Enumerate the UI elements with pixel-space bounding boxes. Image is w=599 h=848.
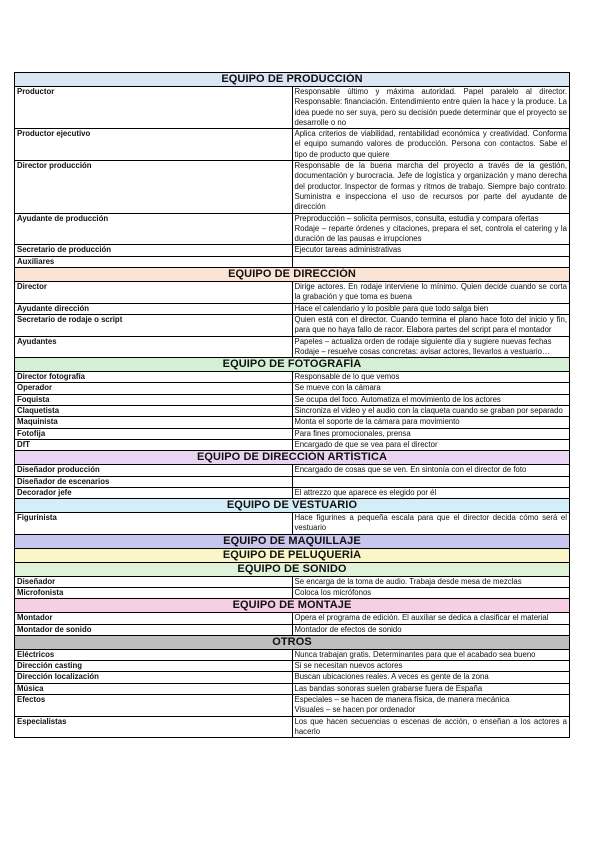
description-cell bbox=[292, 372, 570, 383]
section-header-row bbox=[15, 635, 570, 649]
role-cell: Director producción bbox=[15, 161, 293, 213]
description-line: Responsable de la buena marcha del proyecto a través de la gestión, documentación y burocracia. Jefe de logística y organización y mano derecha del productor. Inspector de formas y ritmos de trabajo. Siempre bajo contrato. Suministra e inspecciona el uso de recursos por parte del ayudante de dirección bbox=[294, 161, 567, 212]
section-title: EQUIPO DE FOTOGRAFÍA bbox=[15, 358, 570, 372]
description-line: Rodaje – reparte órdenes y citaciones, prepara el set, controla el catering y la duración de las pausas e irrupciones bbox=[294, 223, 567, 244]
section-header-row bbox=[15, 534, 570, 548]
table-row bbox=[15, 661, 570, 672]
description-cell bbox=[292, 576, 570, 587]
description-cell bbox=[292, 613, 570, 624]
description-line: Hace figurines a pequeña escala para que el director decida cómo será el vestuario bbox=[294, 513, 567, 533]
description-cell bbox=[292, 672, 570, 683]
description-line: Se mueve con la cámara bbox=[294, 383, 381, 393]
description-line bbox=[295, 257, 568, 267]
section-header-row bbox=[15, 268, 570, 282]
description-cell bbox=[292, 428, 570, 439]
table-row bbox=[15, 576, 570, 587]
section-title: EQUIPO DE MAQUILLAJE bbox=[15, 534, 570, 548]
table-row bbox=[15, 613, 570, 624]
role-cell: DfT bbox=[15, 439, 293, 450]
role-cell: Efectos bbox=[15, 695, 293, 717]
description-line: Monta el soporte de la cámara para movimiento bbox=[294, 417, 460, 427]
role-cell: Diseñador bbox=[15, 576, 293, 587]
table-row bbox=[15, 487, 570, 498]
description-line: Nunca trabajan gratis. Determinantes para que el acabado sea bueno bbox=[294, 649, 536, 659]
description-cell bbox=[292, 406, 570, 417]
description-cell bbox=[292, 683, 570, 694]
role-cell: Dirección casting bbox=[15, 661, 293, 672]
table-row bbox=[15, 683, 570, 694]
description-line: Papeles – actualiza orden de rodaje siguiente día y sugiere nuevas fechas bbox=[294, 336, 552, 346]
role-cell: Microfonista bbox=[15, 587, 293, 598]
table-row bbox=[15, 256, 570, 267]
section-header-row bbox=[15, 73, 570, 87]
description-cell bbox=[292, 439, 570, 450]
section-title: EQUIPO DE PRODUCCIÓN bbox=[15, 73, 570, 87]
table-row bbox=[15, 406, 570, 417]
role-cell: Director fotografía bbox=[15, 372, 293, 383]
table-row bbox=[15, 383, 570, 394]
description-line: Sincroniza el video y el audio con la claqueta cuando se graban por separado bbox=[294, 406, 563, 416]
team-roles-table bbox=[14, 72, 570, 738]
description-line: Se encarga de la toma de audio. Trabaja desde mesa de mezclas bbox=[294, 576, 522, 586]
role-cell: Decorador jefe bbox=[15, 487, 293, 498]
table-row bbox=[15, 87, 570, 129]
description-line: Se ocupa del foco. Automatiza el movimiento de los actores bbox=[294, 394, 501, 404]
description-line: Las bandas sonoras suelen grabarse fuera de España bbox=[294, 683, 483, 693]
role-cell: Maquinista bbox=[15, 417, 293, 428]
table-row bbox=[15, 394, 570, 405]
description-line: Responsable de lo que vemos bbox=[294, 372, 400, 382]
table-row bbox=[15, 129, 570, 161]
description-line: Montador de efectos de sonido bbox=[294, 624, 402, 634]
description-line: Quien está con el director. Cuando termina el plano hace foto del inicio y fin, para que no haya fallo de racor. Elabora partes del script para el montador bbox=[294, 314, 567, 335]
section-title: OTROS bbox=[15, 635, 570, 649]
description-cell bbox=[292, 303, 570, 314]
description-line: Rodaje – resuelve cosas concretas: avisar actores, llevarlos a vestuario… bbox=[294, 346, 550, 356]
role-cell: Montador de sonido bbox=[15, 624, 293, 635]
table-row bbox=[15, 476, 570, 487]
table-row bbox=[15, 428, 570, 439]
description-cell bbox=[292, 314, 570, 336]
description-line: Para fines promocionales, prensa bbox=[294, 428, 411, 438]
description-cell bbox=[292, 245, 570, 256]
role-cell: Auxiliares bbox=[15, 256, 293, 267]
table-row bbox=[15, 161, 570, 213]
description-line: Los que hacen secuencias o escenas de acción, o enseñan a los actores a hacerlo bbox=[294, 716, 567, 736]
role-cell: Ayudante de producción bbox=[15, 213, 293, 245]
section-header-row bbox=[15, 562, 570, 576]
role-cell: Ayudante dirección bbox=[15, 303, 293, 314]
role-cell: Diseñador producción bbox=[15, 465, 293, 476]
role-cell: Música bbox=[15, 683, 293, 694]
table-row bbox=[15, 695, 570, 717]
role-cell: Especialistas bbox=[15, 716, 293, 738]
section-title: EQUIPO DE DIRECCIÓN ARTÍSTICA bbox=[15, 451, 570, 465]
description-cell bbox=[292, 716, 570, 738]
description-line: Encargado de que se vea para el director bbox=[294, 439, 438, 449]
role-cell: Foquista bbox=[15, 394, 293, 405]
description-line: Encargado de cosas que se ven. En sintonía con el director de foto bbox=[294, 465, 527, 475]
table-row bbox=[15, 372, 570, 383]
table-row bbox=[15, 513, 570, 535]
description-cell bbox=[292, 487, 570, 498]
role-cell: Secretario de rodaje o script bbox=[15, 314, 293, 336]
table-row bbox=[15, 303, 570, 314]
section-header-row bbox=[15, 548, 570, 562]
section-title: EQUIPO DE MONTAJE bbox=[15, 599, 570, 613]
table-row bbox=[15, 336, 570, 358]
description-line: Especiales – se hacen de manera física, de manera mecánica bbox=[294, 695, 510, 705]
role-cell: Director bbox=[15, 282, 293, 304]
role-cell: Dirección localización bbox=[15, 672, 293, 683]
description-cell bbox=[292, 624, 570, 635]
table-row bbox=[15, 417, 570, 428]
table-row bbox=[15, 716, 570, 738]
description-cell bbox=[292, 695, 570, 717]
section-title: EQUIPO DE SONIDO bbox=[15, 562, 570, 576]
role-cell: Eléctricos bbox=[15, 649, 293, 660]
description-cell bbox=[292, 465, 570, 476]
description-line: Si se necesitan nuevos actores bbox=[294, 661, 403, 671]
description-cell bbox=[292, 87, 570, 129]
table-row bbox=[15, 282, 570, 304]
team-roles-table-body bbox=[15, 73, 570, 738]
description-line: Coloca los micrófonos bbox=[294, 587, 372, 597]
description-cell bbox=[292, 513, 570, 535]
description-cell bbox=[292, 383, 570, 394]
description-line: Aplica criterios de viabilidad, rentabilidad económica y creatividad. Conforma el equipo sumando valores de producción. Persona con contactos. Sabe el tipo de producto que quiere bbox=[294, 129, 567, 159]
table-row bbox=[15, 213, 570, 245]
section-header-row bbox=[15, 499, 570, 513]
description-line: Hace el calendario y lo posible para que todo salga bien bbox=[294, 303, 489, 313]
table-row bbox=[15, 624, 570, 635]
description-cell bbox=[292, 649, 570, 660]
role-cell: Productor ejecutivo bbox=[15, 129, 293, 161]
table-row bbox=[15, 314, 570, 336]
role-cell: Claquetista bbox=[15, 406, 293, 417]
role-cell: Operador bbox=[15, 383, 293, 394]
description-cell bbox=[292, 476, 570, 487]
section-title: EQUIPO DE PELUQUERÍA bbox=[15, 548, 570, 562]
team-roles-document bbox=[14, 72, 570, 738]
description-cell bbox=[292, 213, 570, 245]
description-line: Ejecutor tareas administrativas bbox=[294, 245, 402, 255]
description-line: Buscan ubicaciones reales. A veces es gente de la zona bbox=[294, 672, 489, 682]
description-line: Visuales – se hacen por ordenador bbox=[294, 705, 416, 715]
role-cell: Fotofija bbox=[15, 428, 293, 439]
table-row bbox=[15, 587, 570, 598]
description-cell bbox=[292, 587, 570, 598]
description-line: Preproducción – solicita permisos, consulta, estudia y compara ofertas bbox=[294, 213, 539, 223]
description-cell bbox=[292, 256, 570, 267]
section-header-row bbox=[15, 451, 570, 465]
section-header-row bbox=[15, 358, 570, 372]
description-cell bbox=[292, 161, 570, 213]
table-row bbox=[15, 439, 570, 450]
role-cell: Secretario de producción bbox=[15, 245, 293, 256]
description-line: El attrezzo que aparece es elegido por él bbox=[294, 487, 437, 497]
description-cell bbox=[292, 336, 570, 358]
table-row bbox=[15, 672, 570, 683]
section-title: EQUIPO DE VESTUARIO bbox=[15, 499, 570, 513]
description-cell bbox=[292, 129, 570, 161]
description-line: Responsable último y máxima autoridad. Papel paralelo al director. Responsable: financiación. Entendimiento entre quien la hace y la produce. La idea puede no ser suya, pero su decisión puede determinar que el proyecto se desarrolle o no bbox=[294, 87, 567, 127]
role-cell: Figurinista bbox=[15, 513, 293, 535]
description-cell bbox=[292, 661, 570, 672]
table-row bbox=[15, 245, 570, 256]
section-header-row bbox=[15, 599, 570, 613]
description-line bbox=[295, 477, 568, 487]
table-row bbox=[15, 465, 570, 476]
description-cell bbox=[292, 282, 570, 304]
role-cell: Productor bbox=[15, 87, 293, 129]
table-row bbox=[15, 649, 570, 660]
role-cell: Diseñador de escenarios bbox=[15, 476, 293, 487]
role-cell: Montador bbox=[15, 613, 293, 624]
description-cell bbox=[292, 394, 570, 405]
description-line: Opera el programa de edición. El auxiliar se dedica a clasificar el material bbox=[294, 613, 549, 623]
role-cell: Ayudantes bbox=[15, 336, 293, 358]
section-title: EQUIPO DE DIRECCIÓN bbox=[15, 268, 570, 282]
description-line: Dirige actores. En rodaje interviene lo mínimo. Quien decide cuando se corta la grabación y que toma es buena bbox=[294, 282, 567, 302]
description-cell bbox=[292, 417, 570, 428]
